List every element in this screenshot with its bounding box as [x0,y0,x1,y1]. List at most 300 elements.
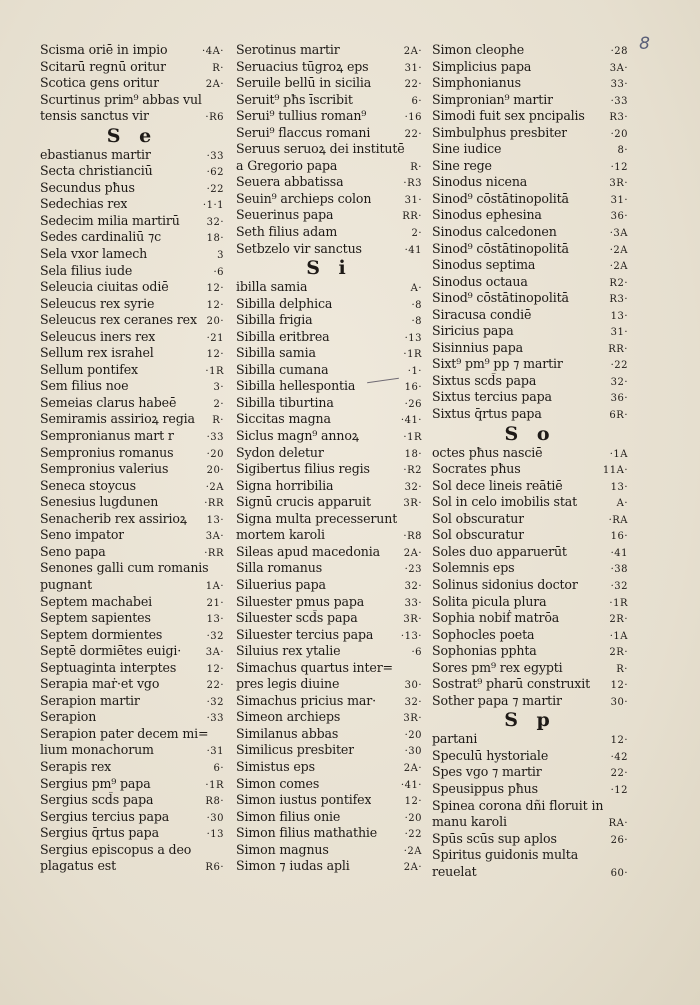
entry-text: Sela filius iude [40,262,133,278]
entry-text: Soles duo apparuerūt [432,543,567,559]
entry-text: pres legis diuine [236,676,340,692]
index-entry [236,742,422,759]
index-entry [40,92,224,109]
entry-reference: ·20 [206,448,224,460]
entry-text: Sellum rex israhel [40,345,154,361]
entry-reference: 11A· [602,465,628,477]
index-entry [236,59,422,76]
entry-reference: ·33 [206,713,224,725]
entry-text: Sempronius valerius [40,461,169,477]
index-entry [432,577,628,594]
entry-text: Similicus presbiter [236,742,355,758]
index-entry [40,660,224,677]
entry-text: Siccitas magna [236,411,331,427]
index-entry [236,42,422,59]
entry-reference: ·33 [206,432,224,444]
entry-text: pugnant [40,576,92,592]
index-entry [432,92,628,109]
entry-text: Speculū hystoriale [432,747,549,763]
entry-reference: ·22 [404,829,422,841]
index-entry [40,594,224,611]
index-entry [236,792,422,809]
entry-reference: 31· [404,62,422,74]
entry-reference: 2A· [403,547,422,559]
entry-text: Seuera abbatissa [236,174,344,190]
entry-text: Sine rege [432,157,492,173]
index-entry [432,494,628,511]
entry-reference: 13· [206,614,224,626]
entry-text: Secta christianciū [40,163,153,179]
index-entry [40,428,224,445]
entry-text: Sibilla cumana [236,361,329,377]
index-entry [432,676,628,693]
entry-reference: R2· [609,277,628,289]
index-entry [432,406,628,423]
entry-text: Serapion [40,709,97,725]
index-entry [236,676,422,693]
entry-reference: ·4A· [202,46,224,57]
section-letter-heading: S i [306,257,352,280]
entry-text: Simodi fuit sex pncipalis [432,108,585,124]
entry-reference: ·16 [404,112,422,124]
index-entry [432,748,628,765]
entry-text: ebastianus martir [40,146,151,162]
index-entry [236,279,422,296]
entry-text: Sergius episcopus a deo [40,841,192,857]
entry-reference: 31· [404,194,422,206]
entry-reference: ·1R [205,365,224,377]
index-entry [236,527,422,544]
entry-text: mortem karoli [236,527,325,543]
section-letter-heading: S e [106,124,158,147]
index-entry [40,858,224,875]
entry-reference: 30· [404,680,422,692]
entry-reference: ·1R [403,349,422,361]
entry-reference: ·2A [609,261,628,273]
entry-reference: ·20 [610,128,628,140]
entry-reference: ·8 [411,299,422,311]
index-entry [236,858,422,875]
entry-reference: 2A· [403,862,422,874]
entry-reference: 2R· [609,647,628,659]
entry-reference: 33· [404,597,422,609]
entry-text: Speusippus pħus [432,780,538,796]
entry-reference: ·30 [206,812,224,824]
index-entry [236,207,422,224]
entry-text: Sibilla tiburtina [236,394,334,410]
index-entry [40,445,224,462]
entry-text: Serapion martir [40,692,140,708]
entry-text: Sergius scd̄s papa [40,792,154,808]
index-entry [40,825,224,842]
index-entry [236,362,422,379]
entry-reference: 22· [206,680,224,692]
index-entry [236,108,422,125]
entry-text: Sedes cardinaliū ⁊c [40,229,161,245]
entry-reference: ·1R [609,597,628,609]
entry-reference: RR· [402,211,422,223]
entry-reference: 22· [610,768,628,780]
index-entry [432,389,628,406]
index-entry [236,511,422,528]
index-entry [236,726,422,743]
entry-reference: R· [212,415,224,427]
entry-text: Serotinus martir [236,42,340,57]
index-entry [236,825,422,842]
index-entry [236,643,422,660]
entry-reference: ·R6 [205,112,224,124]
entry-reference: 26· [610,834,628,846]
index-entry [432,445,628,462]
entry-reference: 18· [404,448,422,460]
entry-text: Siracusa condiē [432,306,532,322]
entry-text: Sinodus calcedonen [432,224,557,240]
entry-text: Sellum pontifex [40,361,139,377]
index-entry [40,345,224,362]
index-entry [236,312,422,329]
entry-reference: R3· [609,294,628,306]
entry-text: Septuaginta interptes [40,659,177,675]
index-entry [432,864,628,881]
index-entry [40,610,224,627]
index-entry [40,229,224,246]
entry-text: Sixtus scd̄s papa [432,372,537,388]
index-entry [40,511,224,528]
entry-reference: R6· [205,862,224,874]
index-entry [236,378,422,395]
index-entry [40,809,224,826]
entry-text: Sophonias pphta [432,643,537,659]
entry-text: Seruacius tūgroꝝ eps [236,58,369,74]
entry-text: Sinod⁹ cōstātinopolitā [432,190,569,206]
index-entry [40,59,224,76]
entry-reference: ·31 [206,746,224,758]
entry-reference: ·33 [206,150,224,162]
index-entry [432,340,628,357]
index-entry [40,792,224,809]
entry-reference: 22· [404,128,422,140]
entry-reference: ·1R [205,779,224,791]
entry-text: Seleucia ciuitas odiē [40,279,169,295]
entry-reference: 36· [610,211,628,223]
entry-text: Sergius pm⁹ papa [40,775,151,791]
index-entry [40,693,224,710]
entry-reference: ·13· [400,630,422,642]
entry-reference: 2A· [403,46,422,57]
index-entry [40,213,224,230]
entry-text: Simistus eps [236,758,315,774]
entry-reference: ·32 [206,696,224,708]
entry-reference: 12· [610,735,628,747]
entry-reference: 3R· [403,713,422,725]
index-entry [432,610,628,627]
entry-text: tensis sanctus vir [40,108,149,124]
index-entry [236,660,422,677]
entry-reference: 36· [610,393,628,405]
entry-reference: 3 [217,250,224,262]
index-entry [432,544,628,561]
entry-reference: ·1R [403,432,422,444]
entry-reference: 31· [610,327,628,339]
entry-reference: ·1A [609,630,628,642]
entry-text: Septē dormiētes euigi· [40,643,182,659]
entry-text: a Gregorio papa [236,157,338,173]
entry-reference: A· [410,283,422,295]
entry-text: Sol dece lineis reātiē [432,477,563,493]
entry-reference: ·13 [404,332,422,344]
entry-text: Sixt⁹ pm⁹ pp ⁊ martir [432,356,563,372]
entry-text: Sedecim milia martirū [40,212,180,228]
entry-reference: 32· [404,696,422,708]
entry-reference: ·R8 [403,531,422,543]
index-entry [236,842,422,859]
entry-text: Solinus sidonius doctor [432,576,578,592]
entry-reference: ·6 [411,647,422,659]
entry-text: Senesius lugdunen [40,494,159,510]
entry-text: Sergius q̄rtus papa [40,825,159,841]
index-entry [236,445,422,462]
entry-text: Serapia maṙ·et vgo [40,676,160,692]
index-entry [40,75,224,92]
entry-text: Seno papa [40,543,106,559]
entry-reference: 6· [411,95,422,107]
index-entry [236,776,422,793]
entry-reference: ·12 [610,784,628,796]
folio-number: 8 [639,34,650,54]
entry-text: Seuerinus papa [236,207,334,223]
entry-reference: ·20 [404,729,422,741]
entry-reference: 3A· [205,531,224,543]
entry-text: Spiritus guidonis multa [432,847,579,863]
entry-reference: 2· [411,228,422,240]
index-entry [40,742,224,759]
entry-text: Sinodus octaua [432,273,528,289]
entry-text: Simeon archieps [236,709,341,725]
entry-text: Seleucus rex ceranes rex [40,312,197,328]
entry-text: Sores pm⁹ rex egypti [432,659,563,675]
entry-reference: 1A· [205,580,224,592]
entry-reference: ·41· [400,779,422,791]
index-entry [432,731,628,748]
index-entry [432,798,628,815]
entry-text: octes pħus nasciē [432,444,543,460]
entry-text: Sinodus nicena [432,174,528,190]
entry-text: Sisinnius papa [432,339,524,355]
entry-reference: 13· [610,310,628,322]
entry-reference: ·2A [205,481,224,493]
entry-text: Simon ⁊ iudas apli [236,858,350,874]
entry-reference: 20· [206,316,224,328]
entry-text: Signa multa precesserunt [236,510,398,526]
index-entry [236,759,422,776]
entry-reference: 3A· [609,62,628,74]
index-entry [432,781,628,798]
entry-reference: ·62 [206,167,224,179]
index-entry [236,809,422,826]
index-entry [236,478,422,495]
index-entry [40,312,224,329]
index-entry [236,75,422,92]
index-entry [40,726,224,743]
index-entry [432,814,628,831]
entry-text: Sydon deletur [236,444,324,460]
entry-reference: 8· [617,145,628,157]
entry-reference: ·2A [403,845,422,857]
entry-text: Septem machabei [40,593,153,609]
entry-text: Sergius tercius papa [40,808,170,824]
entry-reference: 3R· [403,614,422,626]
index-entry [432,643,628,660]
index-column-2 [236,42,422,875]
entry-text: Siclus magn⁹ annoꝝ [236,428,359,444]
entry-text: reuelat [432,863,477,879]
index-entry [40,147,224,164]
index-entry [40,544,224,561]
entry-text: Sixtus q̄rtus papa [432,406,542,422]
entry-reference: R8· [205,796,224,808]
entry-reference: 22· [404,79,422,91]
entry-reference: ·3A [609,228,628,240]
entry-text: Serapion pater decem mi= [40,725,209,741]
index-column-1 [40,42,224,875]
index-entry [432,75,628,92]
index-entry [432,478,628,495]
entry-reference: RA· [608,818,628,830]
entry-text: Scitarū regnū oritur [40,58,166,74]
index-entry [432,356,628,373]
entry-text: Sol obscuratur [432,527,525,543]
entry-text: Simon filius onie [236,808,341,824]
index-entry [432,323,628,340]
entry-reference: 3R· [609,178,628,190]
entry-text: Sibilla delphica [236,295,333,311]
index-entry [40,180,224,197]
index-entry [236,241,422,258]
index-entry [236,191,422,208]
entry-text: Siricius papa [432,323,514,339]
entry-text: Sinod⁹ cōstātinopolitā [432,240,569,256]
entry-text: Semeias clarus habeē [40,394,177,410]
entry-text: Sine iudice [432,141,502,157]
entry-reference: ·20 [404,812,422,824]
entry-text: Secundus pħus [40,179,135,195]
index-entry [432,307,628,324]
entry-reference: ·RA [608,514,628,526]
entry-reference: 16· [404,382,422,394]
entry-text: Sempronianus mart r [40,428,174,444]
entry-reference: ·26 [404,398,422,410]
entry-text: Siluester tercius papa [236,626,374,642]
index-entry [432,274,628,291]
entry-reference: ·38 [610,564,628,576]
index-entry [432,207,628,224]
entry-text: Similanus abbas [236,725,339,741]
index-entry [40,461,224,478]
entry-text: Simphonianus [432,75,521,91]
entry-text: Simon magnus [236,841,329,857]
entry-text: Seruit⁹ pħs īscribit [236,91,353,107]
entry-text: Simon comes [236,775,320,791]
entry-text: Seneca stoycus [40,477,136,493]
index-entry [432,59,628,76]
entry-text: Sibilla hellespontia [236,378,356,394]
index-entry [236,594,422,611]
entry-text: Sophia nobiḟ matrōa [432,610,560,626]
entry-reference: ·21 [206,332,224,344]
entry-reference: 13· [206,514,224,526]
entry-reference: 12· [206,663,224,675]
entry-text: Sol in celo imobilis stat [432,494,578,510]
index-entry [432,257,628,274]
entry-text: plagatus est [40,858,116,874]
entry-reference: 12· [206,349,224,361]
entry-reference: 2· [213,398,224,410]
entry-reference: 3R· [403,498,422,510]
entry-text: Serui⁹ tullius roman⁹ [236,108,367,124]
entry-reference: 32· [610,376,628,388]
entry-reference: ·RR [204,498,224,510]
index-entry [40,196,224,213]
entry-text: Sileas apud macedonia [236,543,380,559]
index-entry [236,693,422,710]
entry-text: Sinod⁹ cōstātinopolitā [432,290,569,306]
entry-text: Siluester pmus papa [236,593,365,609]
index-entry [236,329,422,346]
entry-text: Senacherib rex assirioꝝ [40,510,187,526]
entry-reference: ·12 [610,161,628,173]
entry-text: Sophocles poeta [432,626,535,642]
entry-reference: R· [212,62,224,74]
entry-reference: 32· [404,481,422,493]
index-entry [236,610,422,627]
index-column-3 [432,42,628,880]
entry-reference: 13· [610,481,628,493]
index-entry [40,279,224,296]
index-entry [40,759,224,776]
entry-reference: 30· [610,696,628,708]
index-entry [40,263,224,280]
entry-reference: ·22 [206,183,224,195]
entry-text: Sempronius romanus [40,444,174,460]
entry-text: Serui⁹ flaccus romani [236,124,371,140]
index-entry [432,831,628,848]
entry-text: Spes vgo ⁊ martir [432,764,542,780]
index-entry [432,594,628,611]
index-entry [236,224,422,241]
index-entry [236,709,422,726]
index-entry [40,478,224,495]
entry-reference: ·R2 [403,465,422,477]
index-entry [40,395,224,412]
index-entry [432,847,628,864]
entry-text: Sother papa ⁊ martir [432,692,562,708]
entry-reference: 20· [206,465,224,477]
index-entry [432,290,628,307]
index-entry [236,494,422,511]
index-entry [432,693,628,710]
entry-reference: 21· [206,597,224,609]
entry-text: Simon filius mathathie [236,825,378,841]
index-entry [432,42,628,59]
entry-text: Scurtinus prim⁹ abbas vul [40,91,202,107]
index-entry [432,191,628,208]
index-entry [40,42,224,59]
entry-text: Sem filius noe [40,378,129,394]
index-entry [236,461,422,478]
index-entry [40,246,224,263]
entry-reference: ·32 [206,630,224,642]
entry-reference: 2A· [205,79,224,91]
